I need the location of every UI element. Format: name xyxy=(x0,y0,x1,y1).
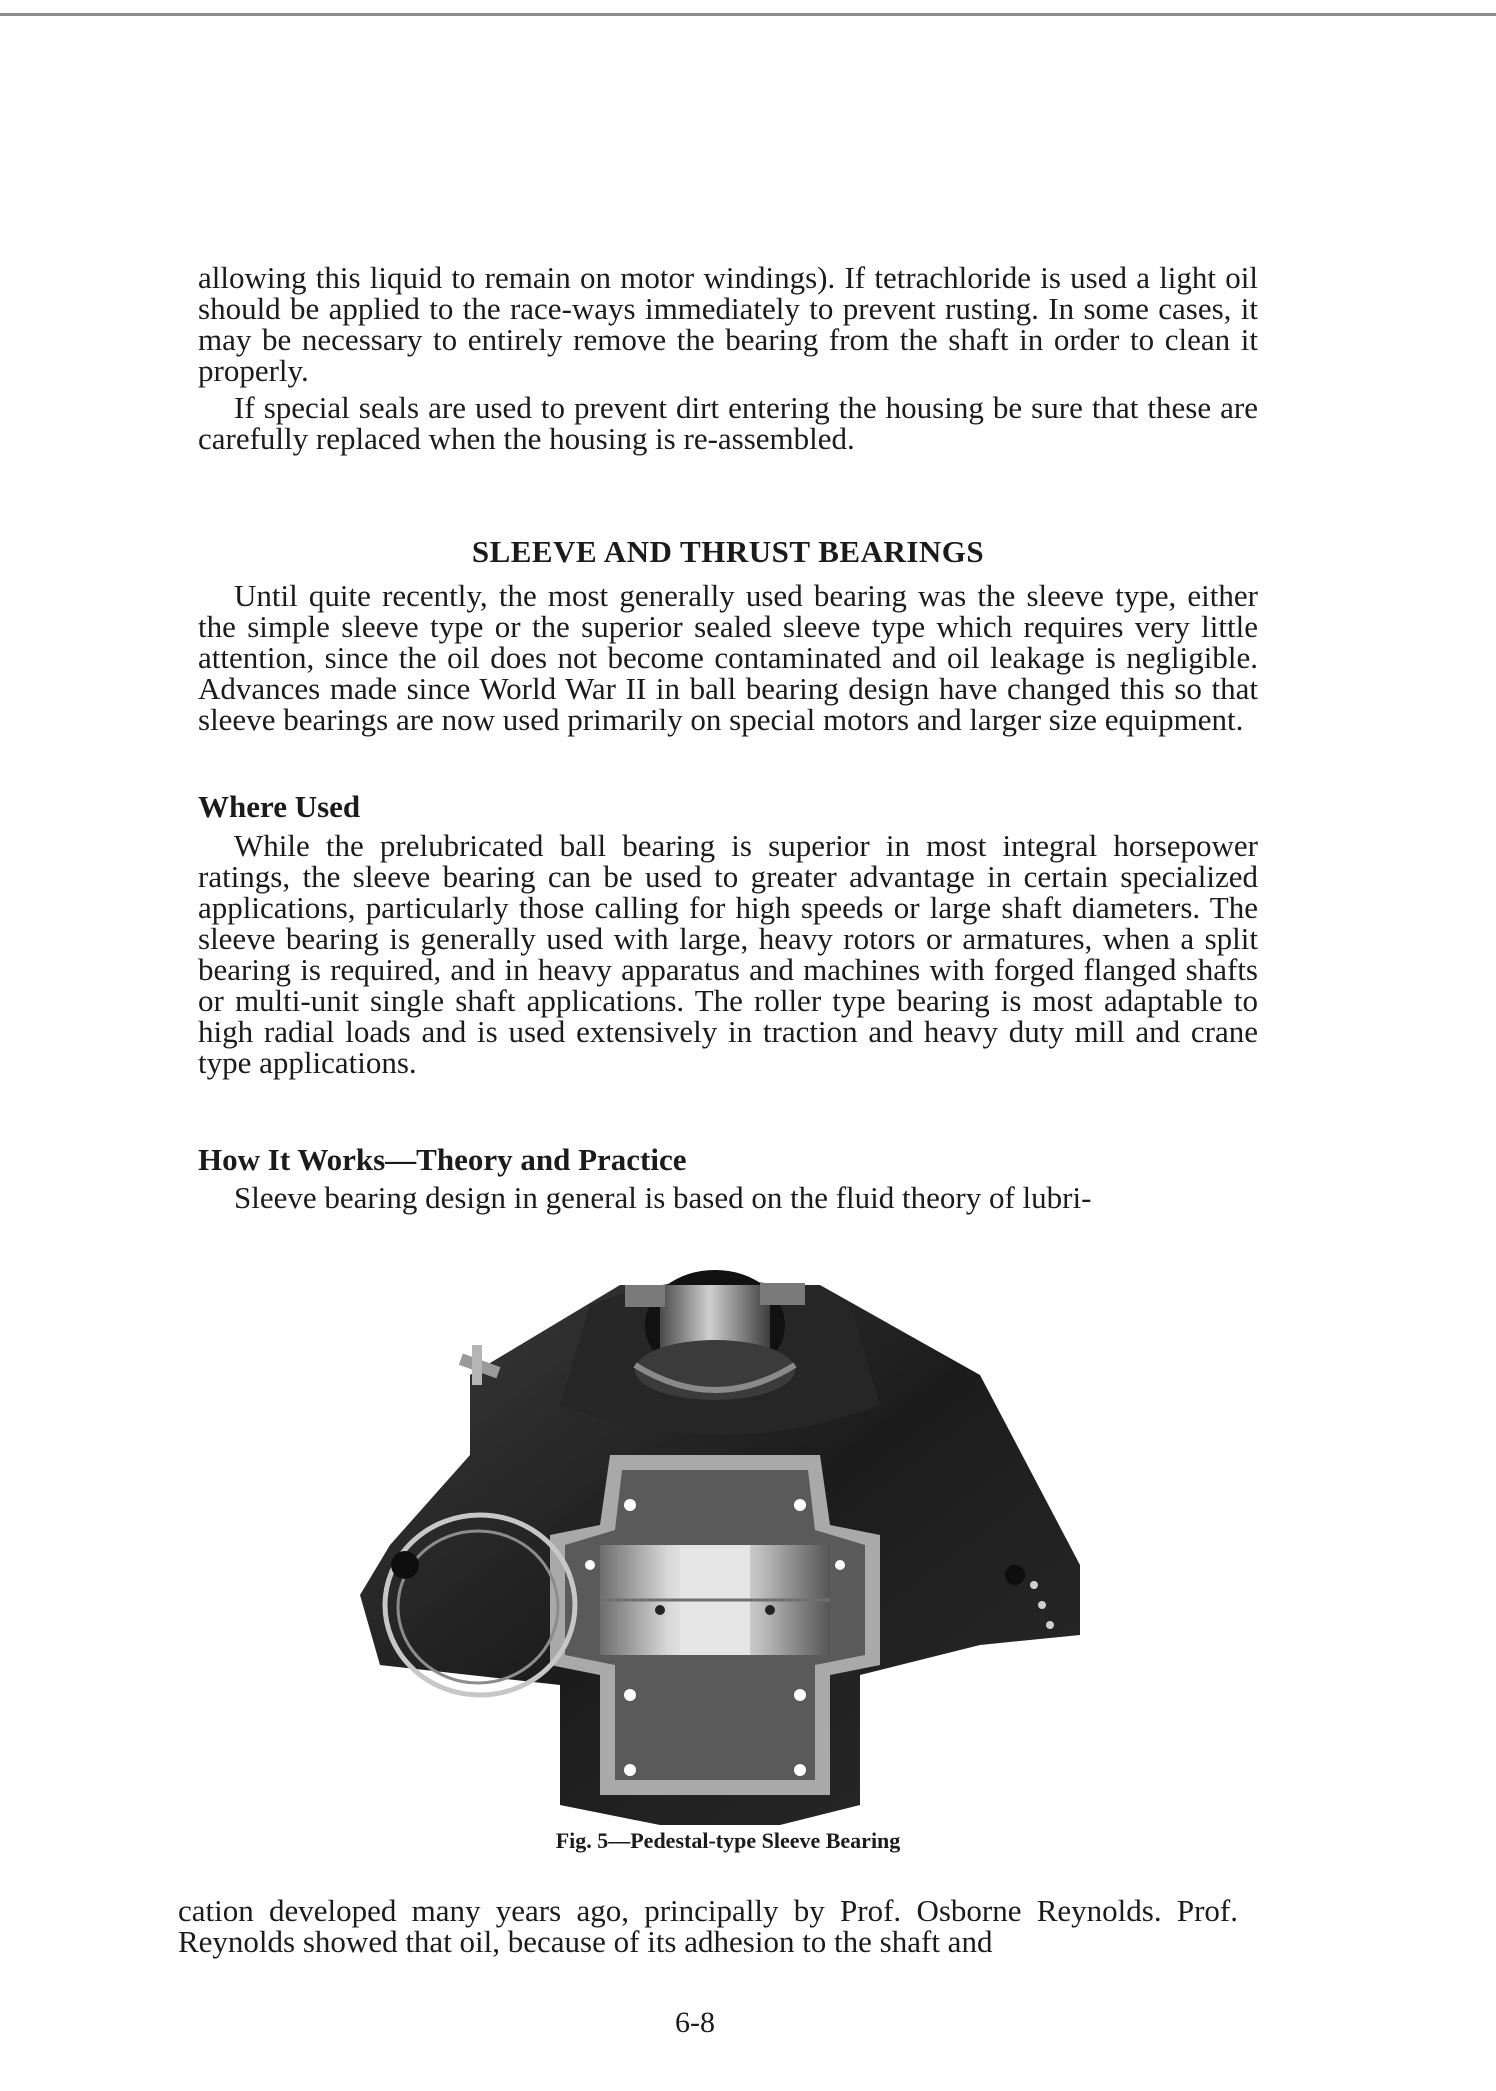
continuation-text-block xyxy=(178,1895,1238,1957)
figure-caption: Fig. 5—Pedestal-type Sleeve Bearing xyxy=(555,1828,901,1853)
paragraph-seals: If special seals are used to prevent dirt entering the housing be sure that these are carefully replaced when the housing is re-assembled. xyxy=(198,390,1258,456)
paragraph-continued: allowing this liquid to remain on motor windings). If tetrachloride is used a light oil should be applied to the race-ways immediately to prevent rusting. In some cases, it may be necessary to entirely remove the bearing from the shaft in order to clean it properly. xyxy=(198,260,1258,388)
paragraph-how-it-works: Sleeve bearing design in general is based on the fluid theory of lubri- xyxy=(234,1180,1092,1215)
how-it-works-text-block xyxy=(198,1182,1258,1213)
pedestal-sleeve-bearing-photo xyxy=(360,1265,1080,1825)
how-it-works-heading: How It Works—Theory and Practice xyxy=(198,1142,687,1177)
paragraph-continuation: cation developed many years ago, principally by Prof. Osborne Reynolds. Prof. Reynolds showed that oil, because of its adhesion to the shaft and xyxy=(178,1893,1238,1959)
section-text-block xyxy=(198,580,1258,735)
page-number: 6-8 xyxy=(675,2006,715,2039)
section-heading: SLEEVE AND THRUST BEARINGS xyxy=(471,534,985,569)
top-border-rule xyxy=(0,13,1496,16)
where-used-text-block xyxy=(198,830,1258,1078)
paragraph-where-used: While the prelubricated ball bearing is superior in most integral horsepower ratings, the sleeve bearing can be used to greater advantage in certain specialized applications, particularly those calling for high speeds or large shaft diameters. The sleeve bearing is generally used with large, heavy rotors or armatures, when a split bearing is required, and in heavy apparatus and machines with forged flanged shafts or multi-unit single shaft applications. The roller type bearing is most adaptable to high radial loads and is used extensively in traction and heavy duty mill and crane type applications. xyxy=(198,828,1258,1080)
top-text-block xyxy=(198,262,1258,454)
paragraph-sleeve-intro: Until quite recently, the most generally used bearing was the sleeve type, either the simple sleeve type or the superior sealed sleeve type which requires very little attention, since the oil does not become contaminated and oil leakage is negligible. Advances made since World War II in ball bearing design have changed this so that sleeve bearings are now used primarily on special motors and larger size equipment. xyxy=(198,578,1258,737)
where-used-heading: Where Used xyxy=(198,789,361,824)
